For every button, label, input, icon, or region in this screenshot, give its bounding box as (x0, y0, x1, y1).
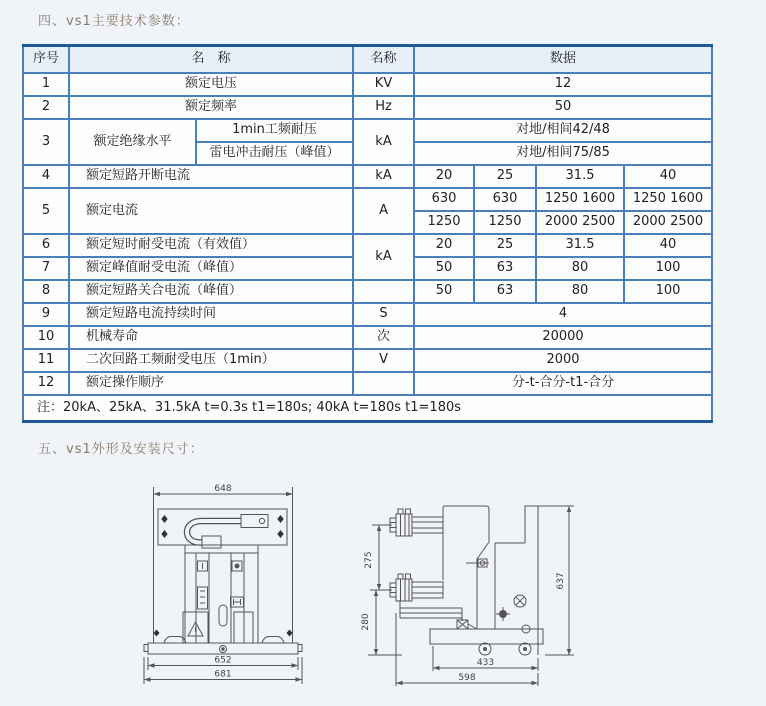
cell-value: 100 (624, 257, 712, 280)
cell-value: 对地/相间42/48 (414, 119, 712, 142)
dim-652-label: 652 (214, 655, 232, 666)
base-plate (144, 643, 302, 654)
wheel-icon (479, 643, 531, 655)
dim-637-label: 637 (556, 572, 566, 590)
cell-unit (353, 372, 414, 395)
cell-subname: 1min工频耐压 (196, 119, 353, 142)
header-unit: 名称 (353, 46, 414, 74)
cell-no: 2 (23, 96, 69, 119)
dim-648-label: 648 (214, 484, 232, 494)
cell-unit: 次 (353, 326, 414, 349)
spec-table (22, 44, 713, 423)
conductor-loop (187, 515, 268, 549)
cell-value: 1250 (414, 211, 474, 234)
cell-value: 63 (474, 280, 536, 303)
side-view-geometry (368, 506, 574, 686)
cell-value: 2000 2500 (624, 211, 712, 234)
note-cell: 注：20kA、25kA、31.5kA t=0.3s t1=180s; 40kA t=180s t1=180s (23, 395, 712, 422)
cell-name: 额定绝缘水平 (69, 119, 196, 165)
cell-no: 5 (23, 188, 69, 234)
header-name: 名 称 (69, 46, 353, 74)
header-no: 序号 (23, 46, 69, 74)
table-row (23, 234, 712, 257)
front-view-drawing (130, 481, 342, 703)
cell-value: 63 (474, 257, 536, 280)
dim-598-label: 598 (458, 673, 476, 683)
cell-no: 6 (23, 234, 69, 257)
cell-name: 额定短路电流持续时间 (69, 303, 353, 326)
table-row (23, 326, 712, 349)
cell-value: 100 (624, 280, 712, 303)
cell-unit: kA (353, 165, 414, 188)
cell-no: 7 (23, 257, 69, 280)
breaker-body (443, 506, 489, 629)
table-row (23, 188, 712, 211)
cell-value: 31.5 (536, 234, 624, 257)
cell-value: 分-t-合分-t1-合分 (414, 372, 712, 395)
table-row (23, 280, 712, 303)
cell-no: 9 (23, 303, 69, 326)
upper-terminal (372, 509, 443, 536)
table-row (23, 165, 712, 188)
cell-name: 二次回路工频耐受电压（1min） (69, 349, 353, 372)
dim-280 (368, 590, 402, 655)
table-header-row (23, 46, 712, 74)
diamond-bolt-icon (154, 515, 293, 637)
cell-value: 对地/相间75/85 (414, 142, 712, 165)
cell-value: 1250 1600 (536, 188, 624, 211)
cell-value: 2000 (414, 349, 712, 372)
lower-terminal (370, 574, 443, 601)
cell-value: 1250 1600 (624, 188, 712, 211)
target-dot-icon (496, 607, 510, 621)
table-row (23, 372, 712, 395)
cell-name: 机械寿命 (69, 326, 353, 349)
cell-value: 80 (536, 257, 624, 280)
cell-value: 630 (414, 188, 474, 211)
cell-unit: Hz (353, 96, 414, 119)
crosshair-circle-icon (514, 595, 526, 607)
cell-no: 4 (23, 165, 69, 188)
cell-name: 额定电压 (69, 73, 353, 96)
mounting-plate (495, 506, 538, 655)
cell-name: 额定短路开断电流 (69, 165, 353, 188)
cell-name: 额定短时耐受电流（有效值） (69, 234, 353, 257)
pole-columns (183, 545, 258, 643)
cell-value: 40 (624, 234, 712, 257)
dim-275 (377, 525, 381, 590)
cell-name: 额定操作顺序 (69, 372, 353, 395)
table-row (23, 119, 712, 142)
header-data: 数据 (414, 46, 712, 74)
dim-280-label: 280 (361, 613, 371, 631)
cell-name: 额定电流 (69, 188, 353, 234)
cell-value: 1250 (474, 211, 536, 234)
cell-no: 1 (23, 73, 69, 96)
table-row (23, 73, 712, 96)
cell-value: 12 (414, 73, 712, 96)
base-frame (430, 629, 543, 644)
dim-681-label: 681 (214, 669, 232, 680)
dim-433-label: 433 (476, 658, 495, 668)
table-row (23, 303, 712, 326)
cell-value: 20 (414, 165, 474, 188)
cell-value: 40 (624, 165, 712, 188)
table-row (23, 96, 712, 119)
cell-value: 50 (414, 257, 474, 280)
lower-arm (400, 600, 477, 629)
table-note-row (23, 395, 712, 422)
cell-name: 额定频率 (69, 96, 353, 119)
cell-unit: S (353, 303, 414, 326)
cell-value: 50 (414, 96, 712, 119)
table-row (23, 349, 712, 372)
cell-unit: kA (353, 119, 414, 165)
cell-name: 额定峰值耐受电流（峰值） (69, 257, 353, 280)
cell-no: 10 (23, 326, 69, 349)
foot-right (262, 637, 284, 644)
cell-unit: kA (353, 234, 414, 280)
cell-subname: 雷电冲击耐压（峰值） (196, 142, 353, 165)
cell-no: 12 (23, 372, 69, 395)
cell-value: 630 (474, 188, 536, 211)
cell-unit: KV (353, 73, 414, 96)
cell-value: 50 (414, 280, 474, 303)
cell-value: 25 (474, 234, 536, 257)
side-view-drawing (356, 481, 581, 703)
front-view-geometry (144, 487, 302, 684)
cell-value: 31.5 (536, 165, 624, 188)
section5-title: 五、vs1外形及安装尺寸： (38, 442, 204, 457)
dim-275-label: 275 (364, 551, 374, 569)
cell-no: 8 (23, 280, 69, 303)
cell-value: 4 (414, 303, 712, 326)
cell-no: 11 (23, 349, 69, 372)
cell-unit: A (353, 188, 414, 234)
cell-value: 80 (536, 280, 624, 303)
cell-unit (353, 280, 414, 303)
cell-unit: V (353, 349, 414, 372)
cell-value: 25 (474, 165, 536, 188)
cell-no: 3 (23, 119, 69, 165)
cell-value: 20000 (414, 326, 712, 349)
cell-value: 20 (414, 234, 474, 257)
cell-value: 2000 2500 (536, 211, 624, 234)
cell-name: 额定短路关合电流（峰值） (69, 280, 353, 303)
section4-title: 四、vs1主要技术参数： (38, 14, 190, 29)
